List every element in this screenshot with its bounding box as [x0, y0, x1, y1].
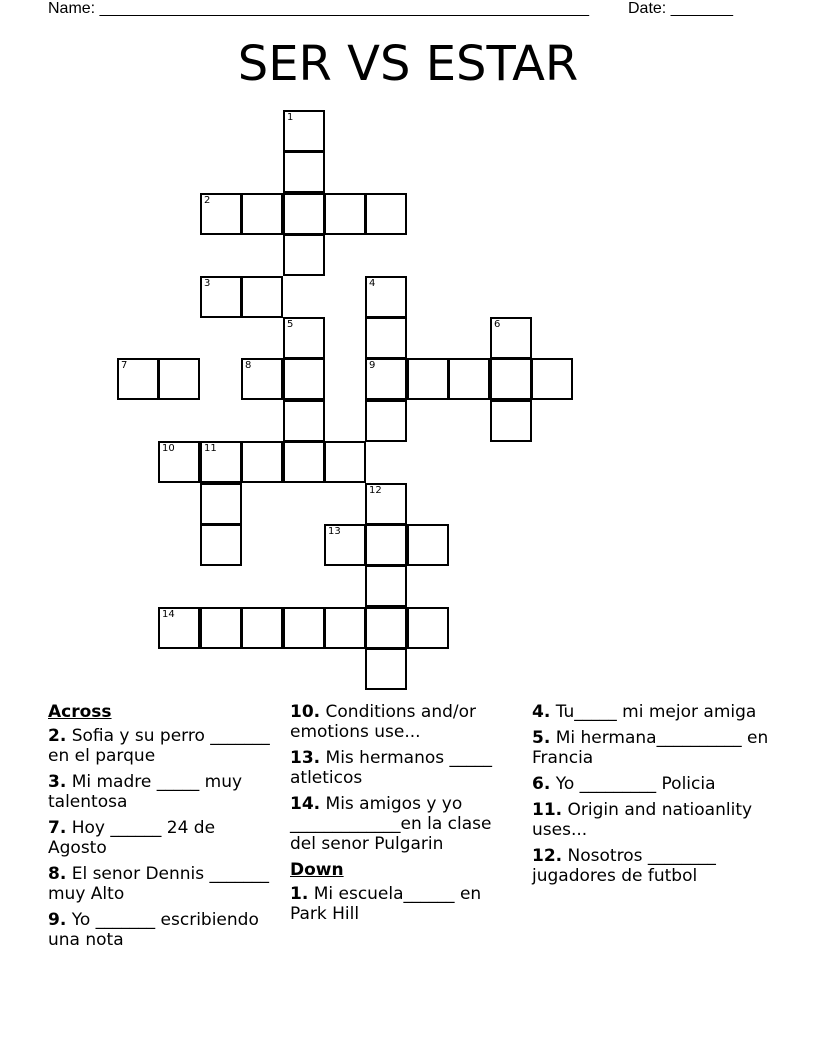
- cell-number: 1: [287, 112, 294, 123]
- cell-number: 9: [369, 360, 376, 371]
- across-clue-13: [290, 748, 522, 788]
- cell-number: 10: [162, 443, 175, 454]
- grid-cell[interactable]: [365, 524, 407, 566]
- grid-cell[interactable]: [407, 607, 449, 649]
- grid-cell[interactable]: [200, 607, 242, 649]
- grid-cell[interactable]: [365, 193, 407, 235]
- grid-cell[interactable]: [241, 276, 283, 318]
- clue-text: Tu_____ mi mejor amiga: [555, 702, 757, 722]
- cell-number: 8: [245, 360, 252, 371]
- grid-cell-7[interactable]: [117, 358, 159, 400]
- grid-cell[interactable]: [365, 400, 407, 442]
- clue-text: El senor Dennis _______ muy Alto: [48, 864, 270, 904]
- clue-number: 9.: [48, 910, 67, 930]
- grid-cell[interactable]: [241, 607, 283, 649]
- grid-cell[interactable]: [283, 151, 325, 193]
- clue-text: Sofia y su perro _______ en el parque: [48, 726, 270, 766]
- cell-number: 13: [328, 526, 341, 537]
- clue-number: 5.: [532, 728, 551, 748]
- down-clue-6: [532, 774, 772, 794]
- grid-cell-3[interactable]: [200, 276, 242, 318]
- grid-cell-6[interactable]: [490, 317, 532, 359]
- clue-number: 10.: [290, 702, 321, 722]
- grid-cell[interactable]: [200, 524, 242, 566]
- down-clue-12: [532, 846, 772, 886]
- grid-cell-2[interactable]: [200, 193, 242, 235]
- grid-cell-9[interactable]: [365, 358, 407, 400]
- clue-column-3: [532, 702, 772, 892]
- clue-column-1: [48, 702, 278, 956]
- cell-number: 14: [162, 609, 175, 620]
- grid-cell-14[interactable]: [158, 607, 200, 649]
- grid-cell[interactable]: [283, 193, 325, 235]
- across-clue-9: [48, 910, 278, 950]
- grid-cell[interactable]: [283, 234, 325, 276]
- grid-cell[interactable]: [365, 317, 407, 359]
- clue-text: Nosotros ________ jugadores de futbol: [532, 846, 716, 886]
- down-clue-1: [290, 884, 522, 924]
- grid-cell[interactable]: [324, 607, 366, 649]
- across-clue-7: [48, 818, 278, 858]
- grid-cell[interactable]: [283, 441, 325, 483]
- clue-text: Mis hermanos _____ atleticos: [290, 748, 493, 788]
- clue-text: Yo _______ escribiendo una nota: [48, 910, 259, 950]
- cell-number: 5: [287, 319, 294, 330]
- clue-text: Mis amigos y yo _____________en la clase del senor Pulgarin: [290, 794, 492, 854]
- grid-cell-1[interactable]: [283, 110, 325, 152]
- grid-cell[interactable]: [324, 193, 366, 235]
- across-clue-10: [290, 702, 522, 742]
- clue-number: 3.: [48, 772, 67, 792]
- grid-cell[interactable]: [448, 358, 490, 400]
- grid-cell-10[interactable]: [158, 441, 200, 483]
- clue-text: Mi escuela______ en Park Hill: [290, 884, 482, 924]
- clue-text: Origin and natioanlity uses...: [532, 800, 753, 840]
- across-heading: Across: [48, 702, 112, 722]
- clue-number: 6.: [532, 774, 551, 794]
- cell-number: 12: [369, 485, 382, 496]
- grid-cell-13[interactable]: [324, 524, 366, 566]
- grid-cell[interactable]: [365, 607, 407, 649]
- across-clue-3: [48, 772, 278, 812]
- grid-cell[interactable]: [283, 358, 325, 400]
- down-clue-5: [532, 728, 772, 768]
- grid-cell-12[interactable]: [365, 483, 407, 525]
- clue-text: Hoy ______ 24 de Agosto: [48, 818, 216, 858]
- clue-number: 1.: [290, 884, 309, 904]
- across-clue-14: [290, 794, 522, 854]
- grid-cell-11[interactable]: [200, 441, 242, 483]
- across-clue-8: [48, 864, 278, 904]
- cell-number: 3: [204, 278, 211, 289]
- clue-number: 14.: [290, 794, 321, 814]
- grid-cell[interactable]: [241, 441, 283, 483]
- clue-number: 2.: [48, 726, 67, 746]
- grid-cell[interactable]: [241, 193, 283, 235]
- across-clue-2: [48, 726, 278, 766]
- clue-column-2: [290, 702, 522, 930]
- grid-cell[interactable]: [200, 483, 242, 525]
- clue-number: 8.: [48, 864, 67, 884]
- grid-cell[interactable]: [365, 648, 407, 690]
- name-field[interactable]: Name: _______________________________________________________: [48, 0, 589, 17]
- down-clue-4: [532, 702, 772, 722]
- cell-number: 6: [494, 319, 501, 330]
- cell-number: 11: [204, 443, 217, 454]
- grid-cell[interactable]: [490, 400, 532, 442]
- clue-text: Yo _________ Policia: [555, 774, 716, 794]
- clue-text: Conditions and/or emotions use...: [290, 702, 477, 742]
- grid-cell[interactable]: [531, 358, 573, 400]
- clue-number: 11.: [532, 800, 563, 820]
- down-clue-11: [532, 800, 772, 840]
- down-heading: Down: [290, 860, 344, 880]
- cell-number: 7: [121, 360, 128, 371]
- clue-number: 12.: [532, 846, 563, 866]
- date-field[interactable]: Date: _______: [628, 0, 733, 17]
- grid-cell[interactable]: [158, 358, 200, 400]
- grid-cell[interactable]: [324, 441, 366, 483]
- grid-cell[interactable]: [407, 358, 449, 400]
- clue-text: Mi hermana__________ en Francia: [532, 728, 769, 768]
- cell-number: 2: [204, 195, 211, 206]
- grid-cell[interactable]: [365, 565, 407, 607]
- clue-text: Mi madre _____ muy talentosa: [48, 772, 243, 812]
- grid-cell[interactable]: [407, 524, 449, 566]
- grid-cell-5[interactable]: [283, 317, 325, 359]
- cell-number: 4: [369, 278, 376, 289]
- grid-cell[interactable]: [283, 400, 325, 442]
- page-title: SER VS ESTAR: [237, 36, 579, 92]
- clue-number: 13.: [290, 748, 321, 768]
- grid-cell[interactable]: [490, 358, 532, 400]
- grid-cell[interactable]: [283, 607, 325, 649]
- grid-cell-8[interactable]: [241, 358, 283, 400]
- clue-number: 7.: [48, 818, 67, 838]
- grid-cell-4[interactable]: [365, 276, 407, 318]
- clue-number: 4.: [532, 702, 551, 722]
